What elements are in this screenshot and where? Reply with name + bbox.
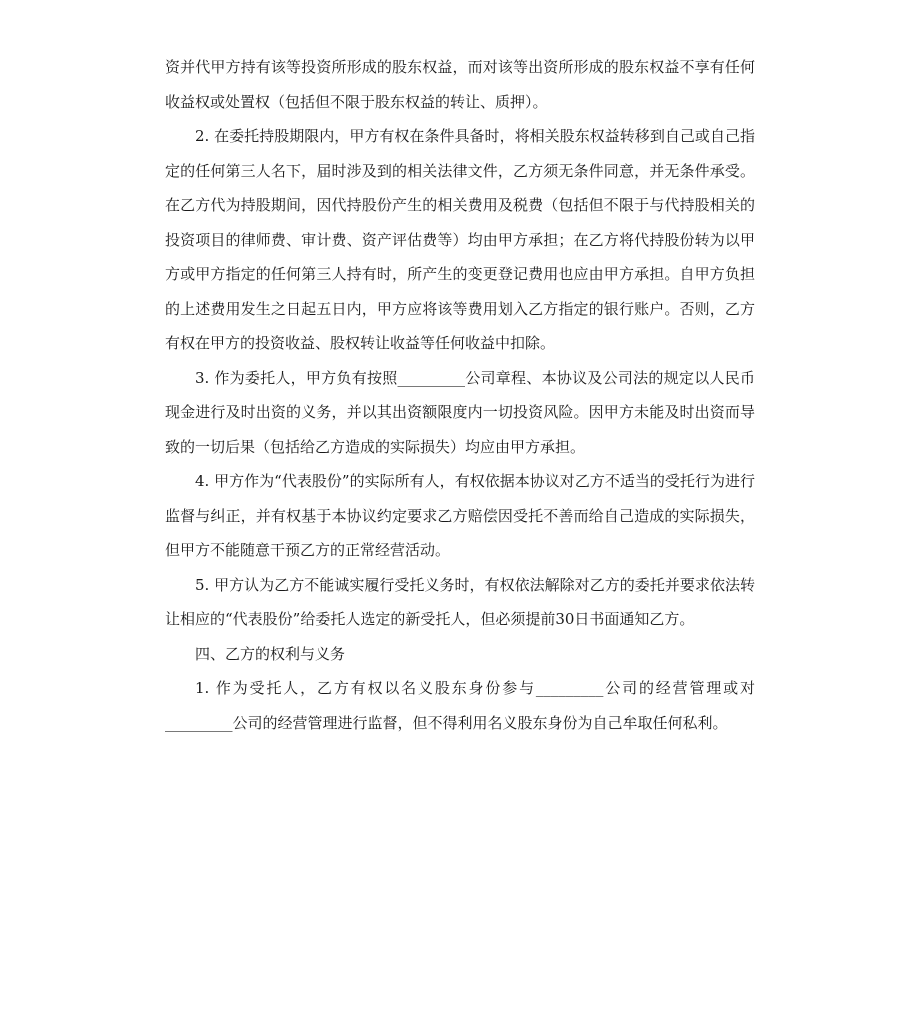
paragraph-party-b-clause-1: 1. 作为受托人，乙方有权以名义股东身份参与_________公司的经营管理或对_________公司的经营管理进行监督，但不得利用名义股东身份为自己牟取任何私利。 xyxy=(165,679,755,732)
document-page xyxy=(165,50,755,740)
paragraph-continuation: 资并代甲方持有该等投资所形成的股东权益，而对该等出资所形成的股东权益不享有任何收益权或处置权（包括但不限于股东权益的转让、质押）。 xyxy=(165,58,755,111)
section-heading-party-b-rights: 四、乙方的权利与义务 xyxy=(195,644,346,663)
paragraph-clause-4: 4. 甲方作为“代表股份”的实际所有人，有权依据本协议对乙方不适当的受托行为进行监督与纠正，并有权基于本协议约定要求乙方赔偿因受托不善而给自己造成的实际损失，但甲方不能随意干预乙方的正常经营活动。 xyxy=(165,472,755,559)
paragraph-clause-3: 3. 作为委托人，甲方负有按照_________公司章程、本协议及公司法的规定以人民币现金进行及时出资的义务，并以其出资额限度内一切投资风险。因甲方未能及时出资而导致的一切后果（包括给乙方造成的实际损失）均应由甲方承担。 xyxy=(165,368,755,456)
paragraph-clause-5: 5. 甲方认为乙方不能诚实履行受托义务时，有权依法解除对乙方的委托并要求依法转让相应的“代表股份”给委托人选定的新受托人，但必须提前30日书面通知乙方。 xyxy=(165,575,755,628)
paragraph-clause-2: 2. 在委托持股期限内，甲方有权在条件具备时，将相关股东权益转移到自己或自己指定的任何第三人名下，届时涉及到的相关法律文件，乙方须无条件同意，并无条件承受。在乙方代为持股期间，因代持股份产生的相关费用及税费（包括但不限于与代持股相关的投资项目的律师费、审计费、资产评估费等）均由甲方承担；在乙方将代持股份转为以甲方或甲方指定的任何第三人持有时，所产生的变更登记费用也应由甲方承担。自甲方负担的上述费用发生之日起五日内，甲方应将该等费用划入乙方指定的银行账户。否则，乙方有权在甲方的投资收益、股权转让收益等任何收益中扣除。 xyxy=(165,127,755,352)
